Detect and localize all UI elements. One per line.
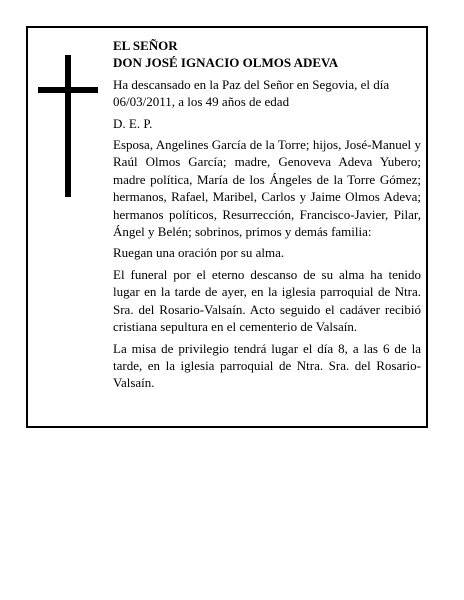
obituary-text (113, 37, 421, 396)
family-list: Esposa, Angelines García de la Torre; hijos, José-Manuel y Raúl Olmos García; madre, Genoveva Adeva Yubero; madre política, María de los Ángeles de la Torre Gómez; hermanos, Rafael, Maribel, Carlos y Jaime Olmos Adeva; hermanos políticos, Resurrección, Francisco-Javier, Pilar, Ángel y Belén; sobrinos, primos y demás familia: (113, 137, 421, 240)
death-info: Ha descansado en la Paz del Señor en Segovia, el día 06/03/2011, a los 49 años de edad (113, 76, 390, 110)
cross-horizontal-bar (38, 87, 98, 93)
title-line-1: EL SEÑOR (113, 38, 178, 53)
prayer-request: Ruegan una oración por su alma. (113, 245, 285, 261)
cross-vertical-bar (65, 55, 71, 197)
mass-info: La misa de privilegio tendrá lugar el día 8, a las 6 de la tarde, en la iglesia parroquial de Ntra. Sra. del Rosario-Valsaín. (113, 340, 421, 391)
funeral-info: El funeral por el eterno descanso de su alma ha tenido lugar en la tarde de ayer, en la iglesia parroquial de Ntra. Sra. del Rosario-Valsaín. Acto seguido el cadáver recibió cristiana sepultura en el cementerio de Valsaín. (113, 266, 421, 335)
title-line-2: DON JOSÉ IGNACIO OLMOS ADEVA (113, 55, 339, 71)
dep-abbreviation: D. E. P. (113, 115, 153, 131)
cross-icon (38, 55, 98, 197)
obituary-title (113, 37, 421, 72)
